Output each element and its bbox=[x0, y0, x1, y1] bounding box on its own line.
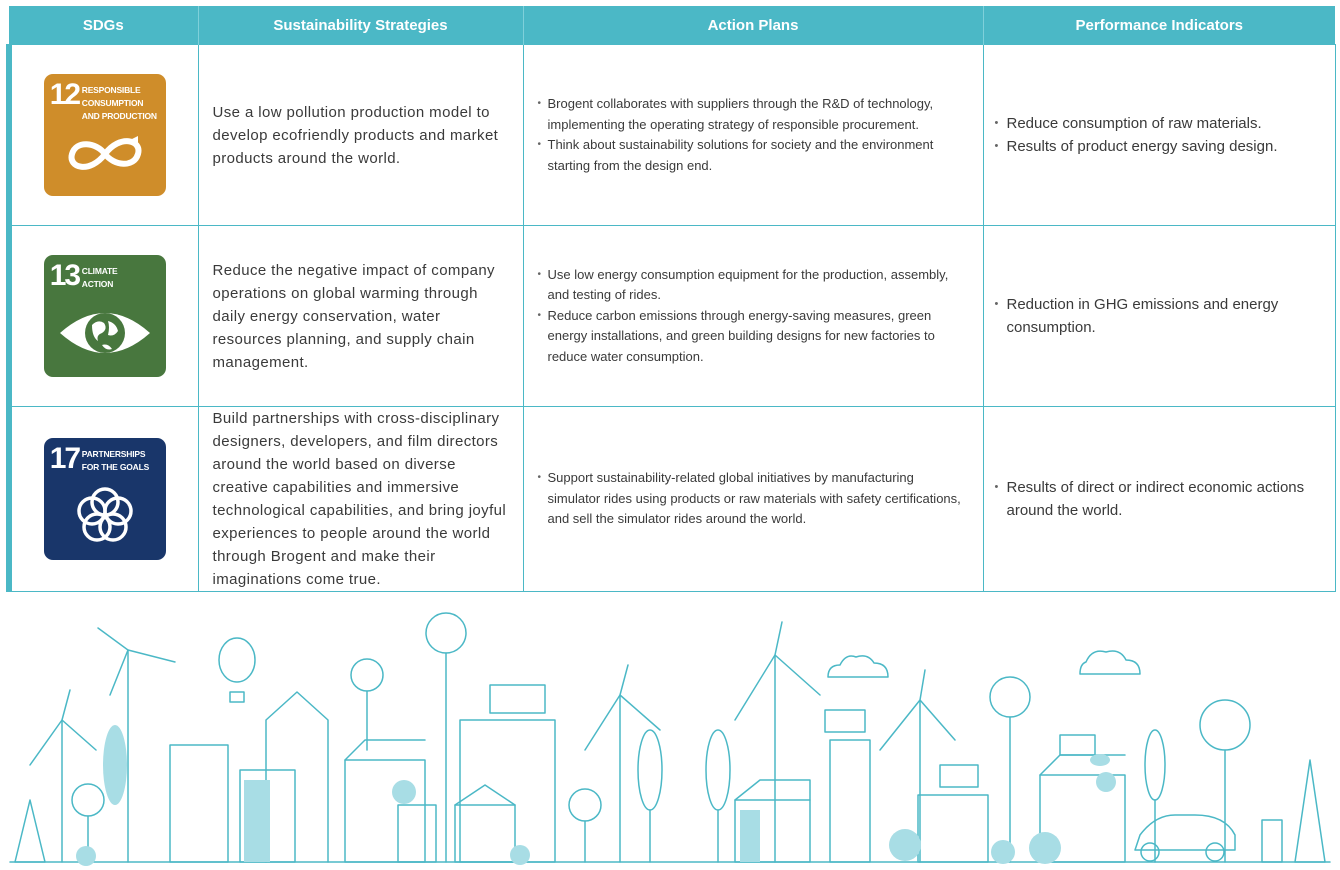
action-plan-item: • Brogent collaborates with suppliers through the R&D of technology, implementing the operating strategy of responsible procurement. bbox=[548, 94, 969, 135]
table-row bbox=[9, 407, 1335, 592]
sdg-13-tile bbox=[44, 255, 166, 377]
table-row bbox=[9, 226, 1335, 407]
strategy-text: Reduce the negative impact of company operations on global warming through daily energy conservation, water resources planning, and supply chain management. bbox=[212, 261, 495, 371]
green-city-illustration-icon bbox=[0, 600, 1340, 870]
sdg-table bbox=[6, 6, 1336, 592]
indicators-cell bbox=[983, 226, 1335, 407]
action-plan-list bbox=[524, 468, 983, 530]
action-plans-cell bbox=[523, 45, 983, 226]
indicators-cell bbox=[983, 407, 1335, 592]
sdg-cell bbox=[9, 226, 198, 407]
table-row bbox=[9, 45, 1335, 226]
strategy-cell bbox=[198, 226, 523, 407]
indicator-list bbox=[984, 476, 1335, 522]
sdg-label: RESPONSIBLE CONSUMPTION AND PRODUCTION bbox=[81, 85, 157, 121]
strategy-text: Use a low pollution production model to develop ecofriendly products and market products around the world. bbox=[212, 103, 499, 167]
header-strategies: Sustainability Strategies bbox=[198, 6, 523, 45]
sdg-12-tile bbox=[44, 74, 166, 196]
indicators-cell bbox=[983, 45, 1335, 226]
strategy-text: Build partnerships with cross-disciplinary designers, developers, and film directors around the world based on diverse creative capabilities and immersive technological capabilities, and bring joyful experiences to people around the world through Brogent and make their imaginations come true. bbox=[212, 410, 507, 588]
indicator-item: • Results of product energy saving design. bbox=[1007, 135, 1323, 158]
header-sdgs: SDGs bbox=[9, 6, 198, 45]
action-plan-item: • Use low energy consumption equipment for the production, assembly, and testing of rides. bbox=[548, 265, 969, 306]
header-performance-indicators: Performance Indicators bbox=[983, 6, 1335, 45]
strategy-cell bbox=[198, 407, 523, 592]
eye-globe-icon bbox=[44, 255, 166, 377]
action-plan-item: • Think about sustainability solutions for society and the environment starting from the design end. bbox=[548, 135, 969, 176]
sdg-cell bbox=[9, 407, 198, 592]
action-plans-cell bbox=[523, 407, 983, 592]
action-plan-item: • Support sustainability-related global initiatives by manufacturing simulator rides using products or raw materials with safety certifications, and sell the simulator rides around the world. bbox=[548, 468, 969, 530]
table-header-row bbox=[9, 6, 1335, 45]
indicator-item: • Results of direct or indirect economic actions around the world. bbox=[1007, 476, 1323, 522]
action-plan-list bbox=[524, 94, 983, 176]
sdg-17-tile bbox=[44, 438, 166, 560]
indicator-item: • Reduce consumption of raw materials. bbox=[1007, 112, 1323, 135]
strategy-cell bbox=[198, 45, 523, 226]
header-action-plans: Action Plans bbox=[523, 6, 983, 45]
sdg-number: 17 bbox=[49, 442, 80, 475]
indicator-list bbox=[984, 293, 1335, 339]
sdg-number: 13 bbox=[49, 259, 80, 292]
action-plans-cell bbox=[523, 226, 983, 407]
indicator-list bbox=[984, 112, 1335, 158]
sdg-label: PARTNERSHIPS FOR THE GOALS bbox=[81, 449, 150, 472]
action-plan-item: • Reduce carbon emissions through energy-saving measures, green energy installations, and green building designs for new factories to reduce water consumption. bbox=[548, 306, 969, 368]
sdg-number: 12 bbox=[49, 78, 80, 111]
infinity-loop-icon bbox=[44, 74, 166, 196]
sdg-cell bbox=[9, 45, 198, 226]
interlocking-rings-icon bbox=[44, 438, 166, 560]
indicator-item: • Reduction in GHG emissions and energy consumption. bbox=[1007, 293, 1323, 339]
sdg-label: CLIMATE ACTION bbox=[81, 266, 118, 289]
action-plan-list bbox=[524, 265, 983, 368]
